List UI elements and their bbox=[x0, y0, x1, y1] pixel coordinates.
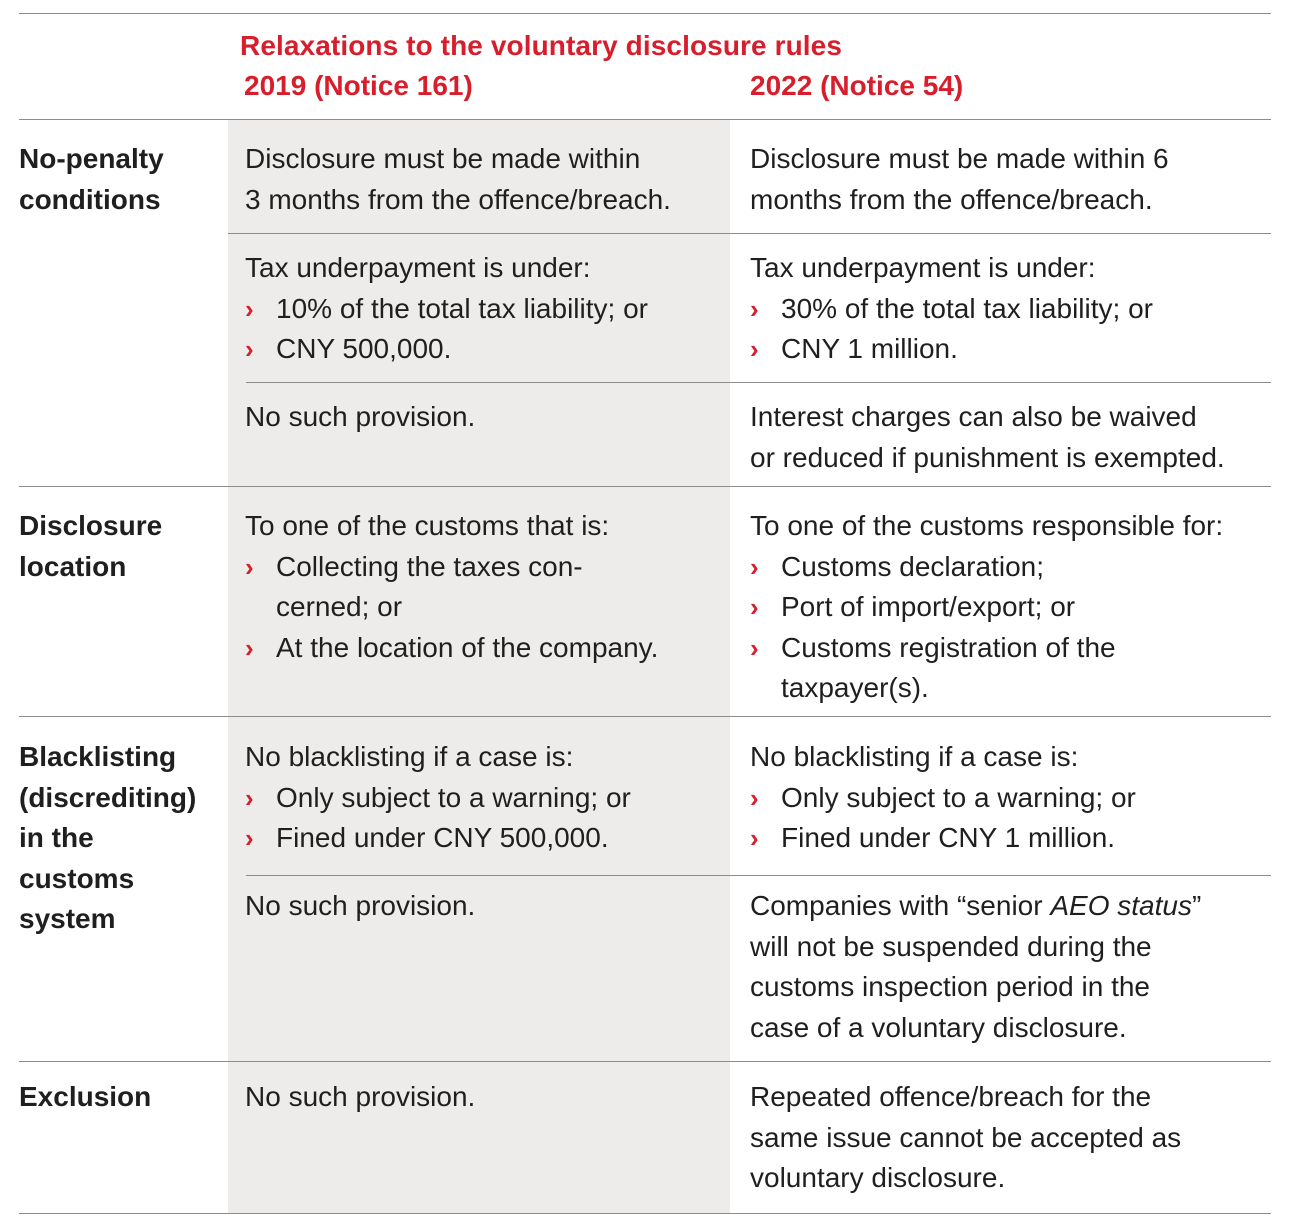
section-rule bbox=[19, 716, 1271, 717]
cell-2019-blacklisting: No blacklisting if a case is: › Only subject to a warning; or › Fined under CNY 500,000. bbox=[245, 737, 631, 859]
cell-2019-interest: No such provision. bbox=[245, 401, 476, 432]
list-item: › CNY 1 million. bbox=[750, 329, 1153, 370]
cell-2022-time-limit: Disclosure must be made within 6 months from the offence/breach. bbox=[750, 143, 1169, 215]
column-header-2019: 2019 (Notice 161) bbox=[244, 70, 473, 101]
cell-2022-exclusion: Repeated offence/breach for the same issue cannot be accepted as voluntary disclosure. bbox=[750, 1081, 1182, 1193]
list-item: › Fined under CNY 500,000. bbox=[245, 818, 631, 859]
list-item: › Fined under CNY 1 million. bbox=[750, 818, 1136, 859]
list-item: › 10% of the total tax liability; or bbox=[245, 289, 648, 330]
row-label-no-penalty: No-penalty conditions bbox=[19, 143, 164, 215]
list-item: › Customs declaration; bbox=[750, 547, 1223, 588]
chevron-right-icon: › bbox=[750, 293, 759, 324]
row-divider bbox=[246, 382, 1271, 383]
header-rule bbox=[19, 119, 1271, 120]
table-title: Relaxations to the voluntary disclosure rules bbox=[240, 30, 843, 61]
cell-2022-interest: Interest charges can also be waived or reduced if punishment is exempted. bbox=[750, 401, 1225, 473]
list-item: › Port of import/export; or bbox=[750, 587, 1223, 628]
row-label-disclosure-location: Disclosure location bbox=[19, 510, 163, 582]
cell-2019-underpayment: Tax underpayment is under: › 10% of the total tax liability; or › CNY 500,000. bbox=[245, 248, 648, 370]
chevron-right-icon: › bbox=[245, 782, 254, 813]
chevron-right-icon: › bbox=[750, 782, 759, 813]
chevron-right-icon: › bbox=[245, 551, 254, 582]
chevron-right-icon: › bbox=[750, 632, 759, 663]
row-label-blacklisting: Blacklisting (discrediting) in the customs system bbox=[19, 741, 197, 934]
chevron-right-icon: › bbox=[750, 823, 759, 853]
section-rule bbox=[19, 1061, 1271, 1062]
chevron-right-icon: › bbox=[245, 293, 254, 324]
column-header-2022: 2022 (Notice 54) bbox=[750, 70, 964, 101]
cell-2019-location: To one of the customs that is: › Collecting the taxes con- cerned; or › At the location of the company. bbox=[245, 506, 658, 668]
row-divider bbox=[228, 233, 1271, 234]
row-label-exclusion: Exclusion bbox=[19, 1081, 152, 1112]
chevron-right-icon: › bbox=[245, 334, 254, 364]
section-rule bbox=[19, 486, 1271, 487]
list-item: › 30% of the total tax liability; or bbox=[750, 289, 1153, 330]
cell-2019-exclusion: No such provision. bbox=[245, 1081, 476, 1112]
cell-2022-blacklisting: No blacklisting if a case is: › Only subject to a warning; or › Fined under CNY 1 million. bbox=[750, 737, 1136, 859]
chevron-right-icon: › bbox=[245, 823, 254, 853]
cell-2022-underpayment: Tax underpayment is under: › 30% of the total tax liability; or › CNY 1 million. bbox=[750, 248, 1153, 370]
chevron-right-icon: › bbox=[750, 334, 759, 364]
list-item: › Customs registration of the bbox=[750, 628, 1223, 669]
list-item: › Collecting the taxes con- bbox=[245, 547, 658, 588]
list-item: › At the location of the company. bbox=[245, 628, 658, 669]
chevron-right-icon: › bbox=[750, 551, 759, 582]
cell-2022-aeo: Companies with “senior AEO status” will not be suspended during the customs inspection period in the case of a voluntary disclosure. bbox=[750, 890, 1202, 1043]
top-rule bbox=[19, 13, 1271, 14]
bottom-rule bbox=[19, 1213, 1271, 1214]
cell-2019-time-limit: Disclosure must be made within 3 months from the offence/breach. bbox=[245, 143, 671, 215]
list-item: › Only subject to a warning; or bbox=[750, 778, 1136, 819]
chevron-right-icon: › bbox=[750, 592, 759, 622]
cell-2022-location: To one of the customs responsible for: › Customs declaration; › Port of import/export; or › Customs registration of the taxpayer(s). bbox=[750, 510, 1224, 703]
list-item: › CNY 500,000. bbox=[245, 329, 648, 370]
cell-2019-aeo: No such provision. bbox=[245, 890, 476, 921]
list-item: › Only subject to a warning; or bbox=[245, 778, 631, 819]
chevron-right-icon: › bbox=[245, 632, 254, 663]
row-divider bbox=[246, 875, 1271, 876]
